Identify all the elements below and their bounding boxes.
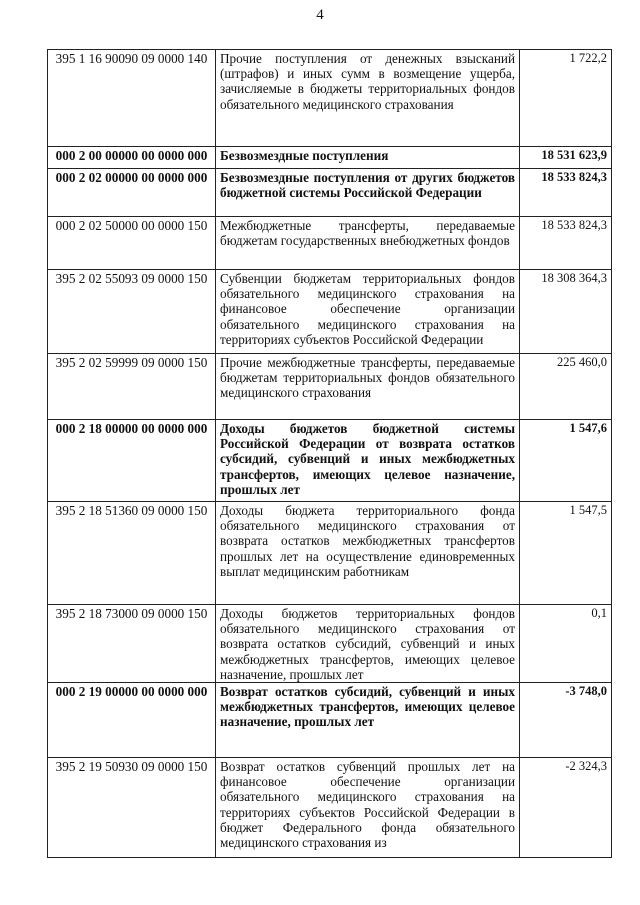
income-name-cell: Межбюджетные трансферты, передаваемые бюджетам государственных внебюджетных фондов: [216, 217, 520, 270]
income-name-cell: Прочие межбюджетные трансферты, передаваемые бюджетам территориальных фондов обязательного медицинского страхования: [216, 354, 520, 420]
amount-cell: 1 722,2: [520, 50, 612, 147]
budget-classification-table: [47, 49, 612, 858]
budget-code-cell: 395 2 18 51360 09 0000 150: [48, 502, 216, 605]
amount-cell: 18 533 824,3: [520, 169, 612, 217]
budget-code-cell: 395 2 02 55093 09 0000 150: [48, 270, 216, 354]
amount-cell: 18 308 364,3: [520, 270, 612, 354]
budget-code-cell: 395 2 19 50930 09 0000 150: [48, 758, 216, 858]
table-row: [48, 758, 612, 858]
table-row: [48, 169, 612, 217]
table-row: [48, 502, 612, 605]
table-row: [48, 50, 612, 147]
income-name-cell: Доходы бюджетов бюджетной системы Российской Федерации от возврата остатков субсидий, субвенций и иных межбюджетных трансфертов, имеющих целевое назначение, прошлых лет: [216, 420, 520, 502]
budget-code-cell: 000 2 00 00000 00 0000 000: [48, 147, 216, 169]
amount-cell: -3 748,0: [520, 683, 612, 758]
income-name-cell: Доходы бюджетов территориальных фондов обязательного медицинского страхования от возврата остатков субсидий, субвенций и иных межбюджетных трансфертов, имеющих целевое назначение, прошлых лет: [216, 605, 520, 683]
table-row: [48, 605, 612, 683]
amount-cell: 1 547,5: [520, 502, 612, 605]
table-row: [48, 683, 612, 758]
table-row: [48, 354, 612, 420]
income-name-cell: Возврат остатков субвенций прошлых лет на финансовое обеспечение организации обязательного медицинского страхования на территориях субъектов Российской Федерации в бюджет Федерального фонда обязательного медицинского страхования из: [216, 758, 520, 858]
page-number: 4: [316, 7, 324, 23]
income-name-cell: Субвенции бюджетам территориальных фондов обязательного медицинского страхования на финансовое обеспечение организации обязательного медицинского страхования на территориях субъектов Российской Федерации: [216, 270, 520, 354]
budget-code-cell: 000 2 02 00000 00 0000 000: [48, 169, 216, 217]
amount-cell: -2 324,3: [520, 758, 612, 858]
income-name-cell: Безвозмездные поступления от других бюджетов бюджетной системы Российской Федерации: [216, 169, 520, 217]
budget-code-cell: 000 2 02 50000 00 0000 150: [48, 217, 216, 270]
table-row: [48, 147, 612, 169]
amount-cell: 0,1: [520, 605, 612, 683]
budget-code-cell: 395 2 18 73000 09 0000 150: [48, 605, 216, 683]
income-name-cell: Доходы бюджета территориального фонда обязательного медицинского страхования от возврата остатков межбюджетных трансфертов прошлых лет на осуществление единовременных выплат медицинским работникам: [216, 502, 520, 605]
amount-cell: 225 460,0: [520, 354, 612, 420]
amount-cell: 1 547,6: [520, 420, 612, 502]
table-row: [48, 270, 612, 354]
amount-cell: 18 531 623,9: [520, 147, 612, 169]
budget-code-cell: 395 1 16 90090 09 0000 140: [48, 50, 216, 147]
income-name-cell: Возврат остатков субсидий, субвенций и иных межбюджетных трансфертов, имеющих целевое назначение, прошлых лет: [216, 683, 520, 758]
amount-cell: 18 533 824,3: [520, 217, 612, 270]
budget-code-cell: 000 2 19 00000 00 0000 000: [48, 683, 216, 758]
budget-code-cell: 000 2 18 00000 00 0000 000: [48, 420, 216, 502]
income-name-cell: Прочие поступления от денежных взысканий (штрафов) и иных сумм в возмещение ущерба, зачисляемые в бюджеты территориальных фондов обязательного медицинского страхования: [216, 50, 520, 147]
table-row: [48, 217, 612, 270]
budget-code-cell: 395 2 02 59999 09 0000 150: [48, 354, 216, 420]
income-name-cell: Безвозмездные поступления: [216, 147, 520, 169]
table-row: [48, 420, 612, 502]
